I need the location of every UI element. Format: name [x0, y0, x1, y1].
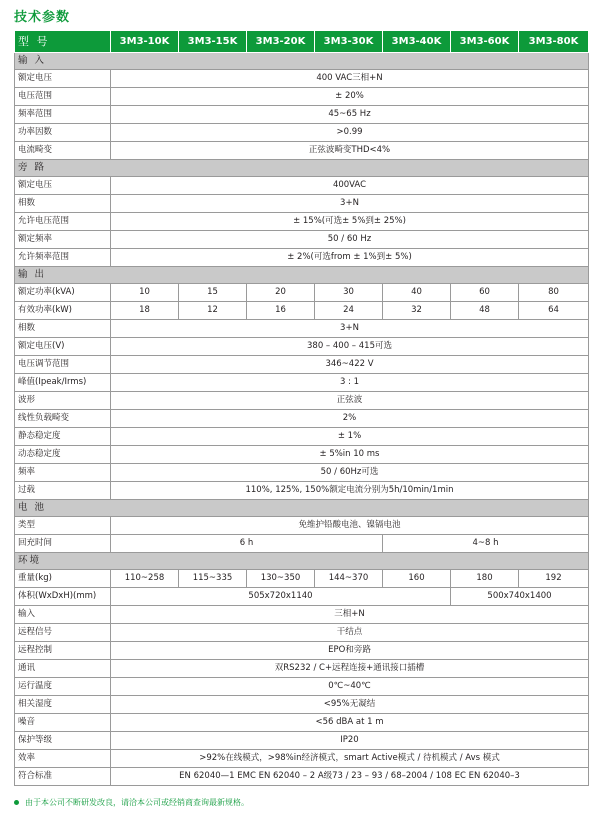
page-title: 技术参数	[14, 10, 71, 25]
row-label: 通讯	[15, 660, 111, 678]
section-title: 环境	[15, 553, 589, 570]
cell-value: 18	[111, 302, 179, 320]
table-row	[15, 88, 589, 106]
row-label: 频率范围	[15, 106, 111, 124]
row-label: 重量(kg)	[15, 570, 111, 588]
cell-value: 30	[315, 284, 383, 302]
row-value: 3+N	[111, 195, 589, 213]
row-value: 346~422 V	[111, 356, 589, 374]
row-value: <56 dBA at 1 m	[111, 714, 589, 732]
table-row	[15, 124, 589, 142]
row-label: 体积(WxDxH)(mm)	[15, 588, 111, 606]
row-value: ± 5%in 10 ms	[111, 446, 589, 464]
table-row	[15, 106, 589, 124]
cell-value: 10	[111, 284, 179, 302]
table-row	[15, 249, 589, 267]
section-environment	[15, 553, 589, 570]
table-row	[15, 320, 589, 338]
cell-value: 48	[451, 302, 519, 320]
model-40k: 3M3-40K	[383, 31, 451, 53]
section-title: 输 出	[15, 267, 589, 284]
table-row	[15, 750, 589, 768]
row-value: ± 15%(可选± 5%到± 25%)	[111, 213, 589, 231]
cell-value: 192	[519, 570, 589, 588]
section-input	[15, 53, 589, 70]
row-label: 线性负载畸变	[15, 410, 111, 428]
row-label: 符合标准	[15, 768, 111, 786]
row-label: 噪音	[15, 714, 111, 732]
table-row	[15, 70, 589, 88]
model-30k: 3M3-30K	[315, 31, 383, 53]
cell-value: 12	[179, 302, 247, 320]
row-value: IP20	[111, 732, 589, 750]
row-value: 50 / 60 Hz	[111, 231, 589, 249]
row-value: 双RS232 / C+远程连接+通讯接口插槽	[111, 660, 589, 678]
row-value: <95%无凝结	[111, 696, 589, 714]
cell-value: 115~335	[179, 570, 247, 588]
table-row	[15, 142, 589, 160]
section-battery	[15, 500, 589, 517]
row-label: 波形	[15, 392, 111, 410]
row-value: 45~65 Hz	[111, 106, 589, 124]
cell-value: 64	[519, 302, 589, 320]
model-20k: 3M3-20K	[247, 31, 315, 53]
table-row	[15, 768, 589, 786]
row-value: 0℃~40℃	[111, 678, 589, 696]
table-row	[15, 588, 589, 606]
row-value: 505x720x1140	[111, 588, 451, 606]
row-value: 380 – 400 – 415可选	[111, 338, 589, 356]
row-label: 相数	[15, 320, 111, 338]
row-value: ± 2%(可选from ± 1%到± 5%)	[111, 249, 589, 267]
table-row	[15, 177, 589, 195]
table-row	[15, 660, 589, 678]
header-row	[15, 31, 589, 53]
section-output	[15, 267, 589, 284]
table-row	[15, 624, 589, 642]
row-value: 免维护铅酸电池、镍镉电池	[111, 517, 589, 535]
spec-table	[14, 30, 589, 786]
table-row	[15, 642, 589, 660]
cell-value: 16	[247, 302, 315, 320]
row-value: EN 62040—1 EMC EN 62040 – 2 A级73 / 23 – 93 / 68–2004 / 108 EC EN 62040–3	[111, 768, 589, 786]
model-15k: 3M3-15K	[179, 31, 247, 53]
model-80k: 3M3-80K	[519, 31, 589, 53]
cell-value: 160	[383, 570, 451, 588]
table-row	[15, 732, 589, 750]
cell-value: 40	[383, 284, 451, 302]
table-row	[15, 231, 589, 249]
row-value: 3+N	[111, 320, 589, 338]
cell-value: 144~370	[315, 570, 383, 588]
row-value: >0.99	[111, 124, 589, 142]
table-row	[15, 428, 589, 446]
table-row	[15, 446, 589, 464]
table-row	[15, 302, 589, 320]
row-label: 类型	[15, 517, 111, 535]
row-label: 有效功率(kW)	[15, 302, 111, 320]
table-row	[15, 517, 589, 535]
row-label: 峰值(Ipeak/Irms)	[15, 374, 111, 392]
row-label: 允许频率范围	[15, 249, 111, 267]
row-value: 50 / 60Hz可选	[111, 464, 589, 482]
table-row	[15, 535, 589, 553]
row-label: 额定电压	[15, 177, 111, 195]
row-value: EPO和旁路	[111, 642, 589, 660]
cell-value: 130~350	[247, 570, 315, 588]
row-label: 额定电压	[15, 70, 111, 88]
row-value: 正弦波畸变THD<4%	[111, 142, 589, 160]
row-value: 6 h	[111, 535, 383, 553]
table-row	[15, 284, 589, 302]
row-value: 500x740x1400	[451, 588, 589, 606]
row-value: ± 20%	[111, 88, 589, 106]
row-label: 保护等级	[15, 732, 111, 750]
section-bypass	[15, 160, 589, 177]
table-row	[15, 678, 589, 696]
section-title: 电 池	[15, 500, 589, 517]
row-value: 3 : 1	[111, 374, 589, 392]
row-value: 正弦波	[111, 392, 589, 410]
row-label: 回充时间	[15, 535, 111, 553]
cell-value: 15	[179, 284, 247, 302]
row-label: 电流畸变	[15, 142, 111, 160]
table-row	[15, 374, 589, 392]
row-value: 400VAC	[111, 177, 589, 195]
row-label: 输入	[15, 606, 111, 624]
table-row	[15, 714, 589, 732]
table-row	[15, 464, 589, 482]
row-label: 静态稳定度	[15, 428, 111, 446]
table-row	[15, 410, 589, 428]
cell-value: 60	[451, 284, 519, 302]
cell-value: 20	[247, 284, 315, 302]
model-60k: 3M3-60K	[451, 31, 519, 53]
model-label: 型 号	[15, 31, 111, 53]
table-row	[15, 338, 589, 356]
table-row	[15, 570, 589, 588]
row-label: 额定频率	[15, 231, 111, 249]
table-row	[15, 392, 589, 410]
row-value: 2%	[111, 410, 589, 428]
row-value: 110%, 125%, 150%额定电流分别为5h/10min/1min	[111, 482, 589, 500]
row-label: 允许电压范围	[15, 213, 111, 231]
row-value: 三相+N	[111, 606, 589, 624]
cell-value: 32	[383, 302, 451, 320]
cell-value: 80	[519, 284, 589, 302]
row-label: 相关湿度	[15, 696, 111, 714]
row-label: 相数	[15, 195, 111, 213]
table-row	[15, 213, 589, 231]
table-row	[15, 195, 589, 213]
row-value: 4~8 h	[383, 535, 589, 553]
table-row	[15, 606, 589, 624]
model-10k: 3M3-10K	[111, 31, 179, 53]
row-label: 效率	[15, 750, 111, 768]
row-label: 功率因数	[15, 124, 111, 142]
row-label: 额定电压(V)	[15, 338, 111, 356]
cell-value: 24	[315, 302, 383, 320]
footnote	[14, 797, 249, 808]
footnote-text: 由于本公司不断研发改良，请洽本公司或经销商查询最新规格。	[25, 798, 249, 807]
row-label: 过载	[15, 482, 111, 500]
table-row	[15, 356, 589, 374]
row-label: 远程控制	[15, 642, 111, 660]
row-label: 额定功率(kVA)	[15, 284, 111, 302]
row-label: 电压调节范围	[15, 356, 111, 374]
row-label: 电压范围	[15, 88, 111, 106]
bullet-dot-icon	[14, 800, 19, 805]
row-value: 干结点	[111, 624, 589, 642]
row-label: 运行温度	[15, 678, 111, 696]
row-value: >92%在线模式，>98%in经济模式，smart Active模式 / 待机模式 / Avs 模式	[111, 750, 589, 768]
row-label: 动态稳定度	[15, 446, 111, 464]
row-label: 远程信号	[15, 624, 111, 642]
row-value: ± 1%	[111, 428, 589, 446]
section-title: 输 入	[15, 53, 589, 70]
cell-value: 180	[451, 570, 519, 588]
row-value: 400 VAC三相+N	[111, 70, 589, 88]
section-title: 旁 路	[15, 160, 589, 177]
cell-value: 110~258	[111, 570, 179, 588]
table-row	[15, 482, 589, 500]
row-label: 频率	[15, 464, 111, 482]
table-row	[15, 696, 589, 714]
